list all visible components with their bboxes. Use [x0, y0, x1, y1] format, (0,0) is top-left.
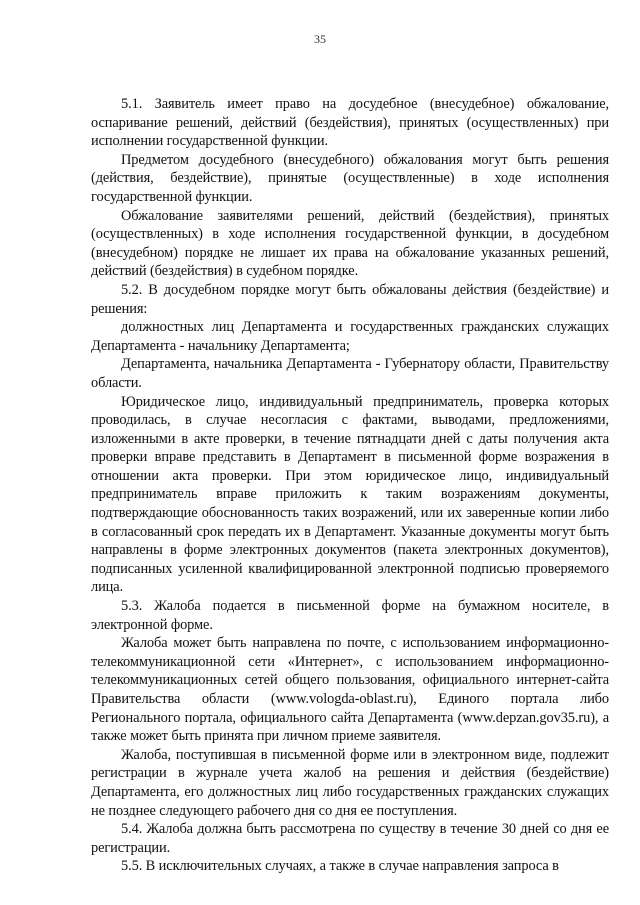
- paragraph-5-3: 5.3. Жалоба подается в письменной форме на бумажном носителе, в электронной форме.: [91, 598, 609, 633]
- paragraph-5-5: 5.5. В исключительных случаях, а также в случае направления запроса в: [121, 858, 559, 875]
- paragraph-subject-of-appeal: Предметом досудебного (внесудебного) обжалования могут быть решения (действия, бездействие), принятые (осуществленные) в ходе исполнения государственной функции.: [91, 151, 609, 205]
- paragraph-objections: Юридическое лицо, индивидуальный предприниматель, проверка которых проводилась, в случае несогласия с фактами, выводами, предложениями, изложенными в акте проверки, в течение пятнадцати дней с даты получения акта проверки вправе представить в Департамент в письменной форме возражения в отношении акта проверки. При этом юридическое лицо, индивидуальный предприниматель вправе приложить к таким возражениям документы, подтверждающие обоснованность таких возражений, или их заверенные копии либо в согласованный срок передать их в Департамент. Указанные документы могут быть направлены в форме электронных документов (пакета электронных документов), подписанных усиленной квалифицированной электронной подписью проверяемого лица.: [91, 393, 609, 596]
- page-number: 35: [314, 32, 326, 46]
- paragraph-appeal-rights: Обжалование заявителями решений, действий (бездействия), принятых (осуществленных) в ходе исполнения государственной функции, в досудебном (внесудебном) порядке не лишает их права на обжалование указанных решений, действий (бездействия) в судебном порядке.: [91, 207, 609, 280]
- paragraph-5-2: 5.2. В досудебном порядке могут быть обжалованы действия (бездействие) и решения:: [91, 281, 609, 317]
- paragraph-department-head: Департамента, начальника Департамента - Губернатору области, Правительству области.: [91, 356, 609, 391]
- paragraph-5-1: 5.1. Заявитель имеет право на досудебное (внесудебное) обжалование, оспаривание решений, действий (бездействия), принятых (осуществленных) при исполнении государственной функции.: [91, 96, 609, 150]
- document-body: [91, 95, 609, 876]
- paragraph-submission-channels: Жалоба может быть направлена по почте, с использованием информационно-телекоммуникационной сети «Интернет», с использованием информационно-телекоммуникационных сетей общего пользования, официального интернет-сайта Правительства области (www.vologda-oblast.ru), Единого портала либо Регионального портала, официального сайта Департамента (www.depzan.gov35.ru), а также может быть принята при личном приеме заявителя.: [91, 635, 609, 745]
- paragraph-5-4: 5.4. Жалоба должна быть рассмотрена по существу в течение 30 дней со дня ее регистрации.: [91, 821, 609, 856]
- paragraph-registration: Жалоба, поступившая в письменной форме или в электронном виде, подлежит регистрации в журнале учета жалоб на решения и действия (бездействие) Департамента, его должностных лиц либо государственных гражданских служащих не позднее следующего рабочего дня со дня ее поступления.: [91, 746, 609, 819]
- paragraph-officials: должностных лиц Департамента и государственных гражданских служащих Департамента - начальнику Департамента;: [91, 319, 609, 354]
